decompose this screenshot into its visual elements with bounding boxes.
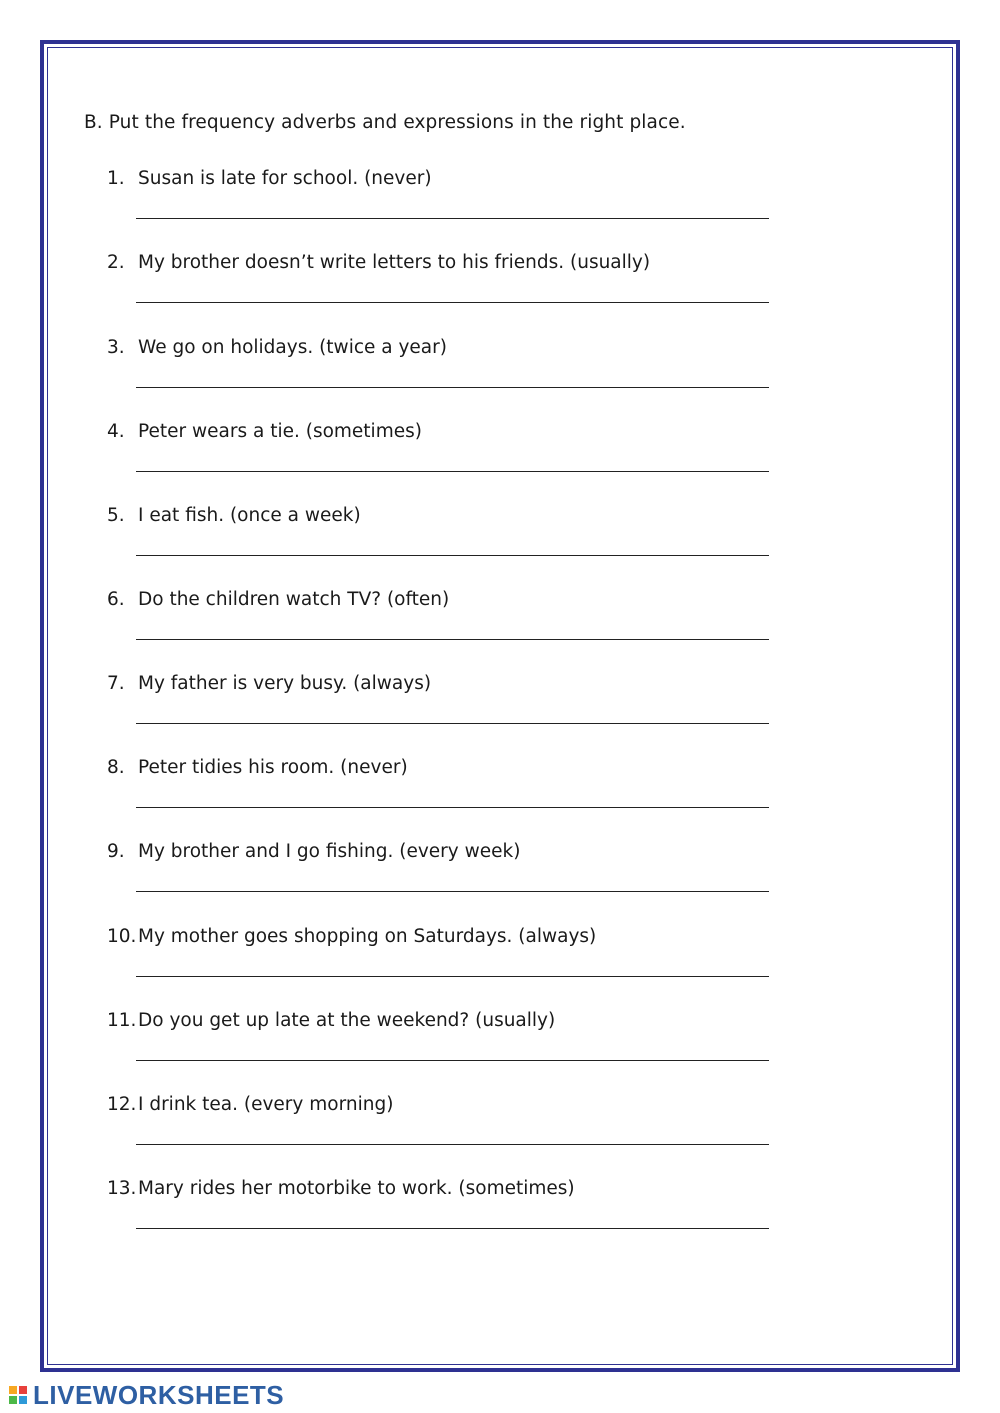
item-number: 5.: [107, 505, 125, 526]
item-sentence: Do you get up late at the weekend? (usually): [138, 1010, 556, 1031]
answer-line[interactable]: [136, 302, 769, 303]
logo-block: [9, 1386, 17, 1394]
answer-line[interactable]: [136, 807, 769, 808]
item-number: 9.: [107, 841, 125, 862]
answer-line[interactable]: [136, 555, 769, 556]
answer-line[interactable]: [136, 639, 769, 640]
item-sentence: I eat fish. (once a week): [138, 505, 361, 526]
item-sentence: Peter wears a tie. (sometimes): [138, 421, 422, 442]
logo-blocks-icon: [9, 1386, 27, 1404]
item-sentence: Peter tidies his room. (never): [138, 757, 408, 778]
item-number: 12.: [107, 1094, 137, 1115]
answer-line[interactable]: [136, 1060, 769, 1061]
item-sentence: Susan is late for school. (never): [138, 168, 432, 189]
item-sentence: My mother goes shopping on Saturdays. (always): [138, 926, 597, 947]
item-sentence: My father is very busy. (always): [138, 673, 432, 694]
item-number: 1.: [107, 168, 125, 189]
logo-block: [9, 1396, 17, 1404]
item-number: 10.: [107, 926, 137, 947]
item-sentence: I drink tea. (every morning): [138, 1094, 394, 1115]
item-sentence: My brother and I go fishing. (every week): [138, 841, 521, 862]
item-sentence: Do the children watch TV? (often): [138, 589, 450, 610]
answer-line[interactable]: [136, 1144, 769, 1145]
answer-line[interactable]: [136, 723, 769, 724]
item-number: 7.: [107, 673, 125, 694]
item-number: 3.: [107, 337, 125, 358]
item-number: 11.: [107, 1010, 137, 1031]
item-number: 2.: [107, 252, 125, 273]
item-sentence: My brother doesn’t write letters to his friends. (usually): [138, 252, 651, 273]
logo-block: [19, 1396, 27, 1404]
exercise-instruction: B. Put the frequency adverbs and expressions in the right place.: [84, 112, 686, 133]
answer-line[interactable]: [136, 387, 769, 388]
item-sentence: Mary rides her motorbike to work. (sometimes): [138, 1178, 575, 1199]
item-number: 8.: [107, 757, 125, 778]
answer-line[interactable]: [136, 891, 769, 892]
logo-text: LIVEWORKSHEETS: [33, 1380, 285, 1410]
answer-line[interactable]: [136, 1228, 769, 1229]
answer-line[interactable]: [136, 976, 769, 977]
answer-line[interactable]: [136, 218, 769, 219]
liveworksheets-logo[interactable]: [9, 1381, 284, 1409]
logo-block: [19, 1386, 27, 1394]
item-sentence: We go on holidays. (twice a year): [138, 337, 447, 358]
item-number: 13.: [107, 1178, 137, 1199]
item-number: 4.: [107, 421, 125, 442]
item-number: 6.: [107, 589, 125, 610]
answer-line[interactable]: [136, 471, 769, 472]
